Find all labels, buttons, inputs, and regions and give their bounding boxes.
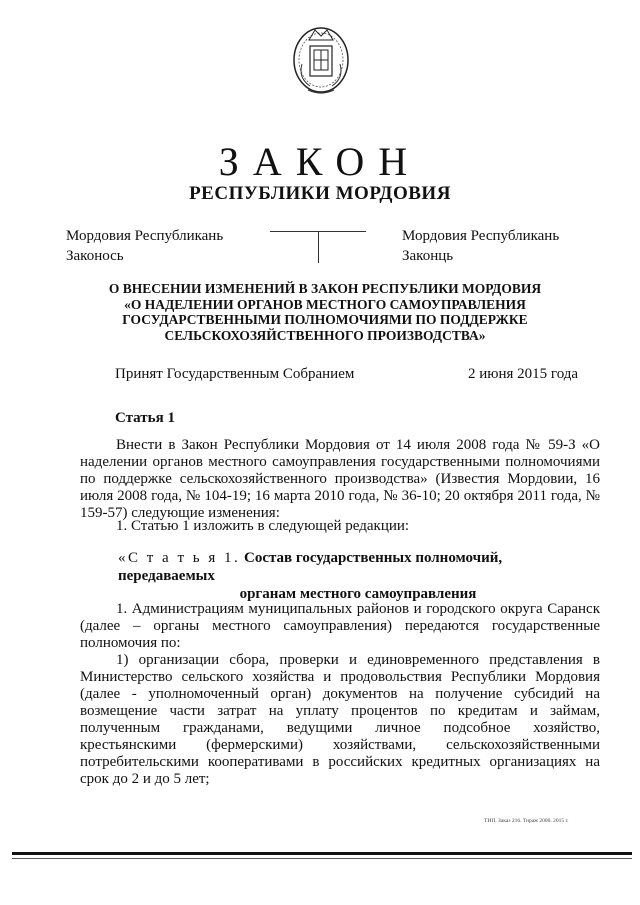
erzya-title-line: Мордовия Республикань [402,228,560,244]
new-article-title-line1: Состав государственных полномочий, передаваемых [118,550,503,584]
moksha-title [66,226,223,266]
new-article-paragraph-2: 1) организации сбора, проверки и единовременного представления в Министерство сельского хозяйства и продовольствия Республики Мордовия (далее - уполномоченный орган) документов на получение субсидий на возмещение части затрат на уплату процентов по кредитам и займам, полученным гражданами, ведущими личное подсобное хозяйство, крестьянскими (фермерскими) хозяйствами, сельскохозяйственными потребительскими кооперативами в российских кредитных организациях на срок до 2 и до 5 лет; [80,652,600,787]
new-article-title [118,549,588,603]
moksha-title-line: Законось [66,248,124,264]
law-heading [80,281,570,343]
erzya-title [402,226,559,266]
article-heading: Статья 1 [115,410,175,426]
law-heading-line: О ВНЕСЕНИИ ИЗМЕНЕНИЙ В ЗАКОН РЕСПУБЛИКИ МОРДОВИЯ [108,281,542,296]
law-heading-line: ГОСУДАРСТВЕННЫМИ ПОЛНОМОЧИЯМИ ПО ПОДДЕРЖКЕ [122,312,528,327]
coat-of-arms-emblem [290,20,352,98]
document-title: ЗАКОН [218,139,422,184]
emblem-icon [290,20,352,98]
law-heading-line: СЕЛЬСКОХОЗЯЙСТВЕННОГО ПРОИЗВОДСТВА» [164,327,486,343]
document-subtitle: РЕСПУБЛИКИ МОРДОВИЯ [189,183,451,204]
moksha-title-line: Мордовия Республикань [66,228,224,244]
bottom-rule-thin [12,858,632,859]
change-item-1: 1. Статью 1 изложить в следующей редакции: [116,518,410,534]
law-heading-line: «О НАДЕЛЕНИИ ОРГАНОВ МЕСТНОГО САМОУПРАВЛЕНИЯ [124,296,526,312]
new-article-title-line2: органам местного самоуправления [239,586,477,602]
bottom-rule [12,852,632,855]
article-intro-paragraph: Внести в Закон Республики Мордовия от 14 июля 2008 года № 59-З «О наделении органов местного самоуправления государственными полномочиями по поддержке сельскохозяйственного производства» (Известия Мордовии, 16 июля 2008 года, № 104-19; 16 марта 2010 года, № 36-10; 20 октября 2011 года, № 159-57) следующие изменения: [80,437,600,521]
print-note: ТИП. Заказ 216. Тираж 2000. 2015 г. [484,818,569,824]
adopted-label: Принят Государственным Собранием [115,366,355,382]
erzya-title-line: Законць [402,248,454,264]
adopted-date: 2 июня 2015 года [468,366,579,382]
new-article-label: «С т а т ь я 1. [118,550,241,566]
new-article-paragraph-1: 1. Администрациям муниципальных районов и городского округа Саранск (далее – органы местного самоуправления) передаются государственные полномочия по: [80,601,600,651]
header-divider-vertical [318,231,319,263]
